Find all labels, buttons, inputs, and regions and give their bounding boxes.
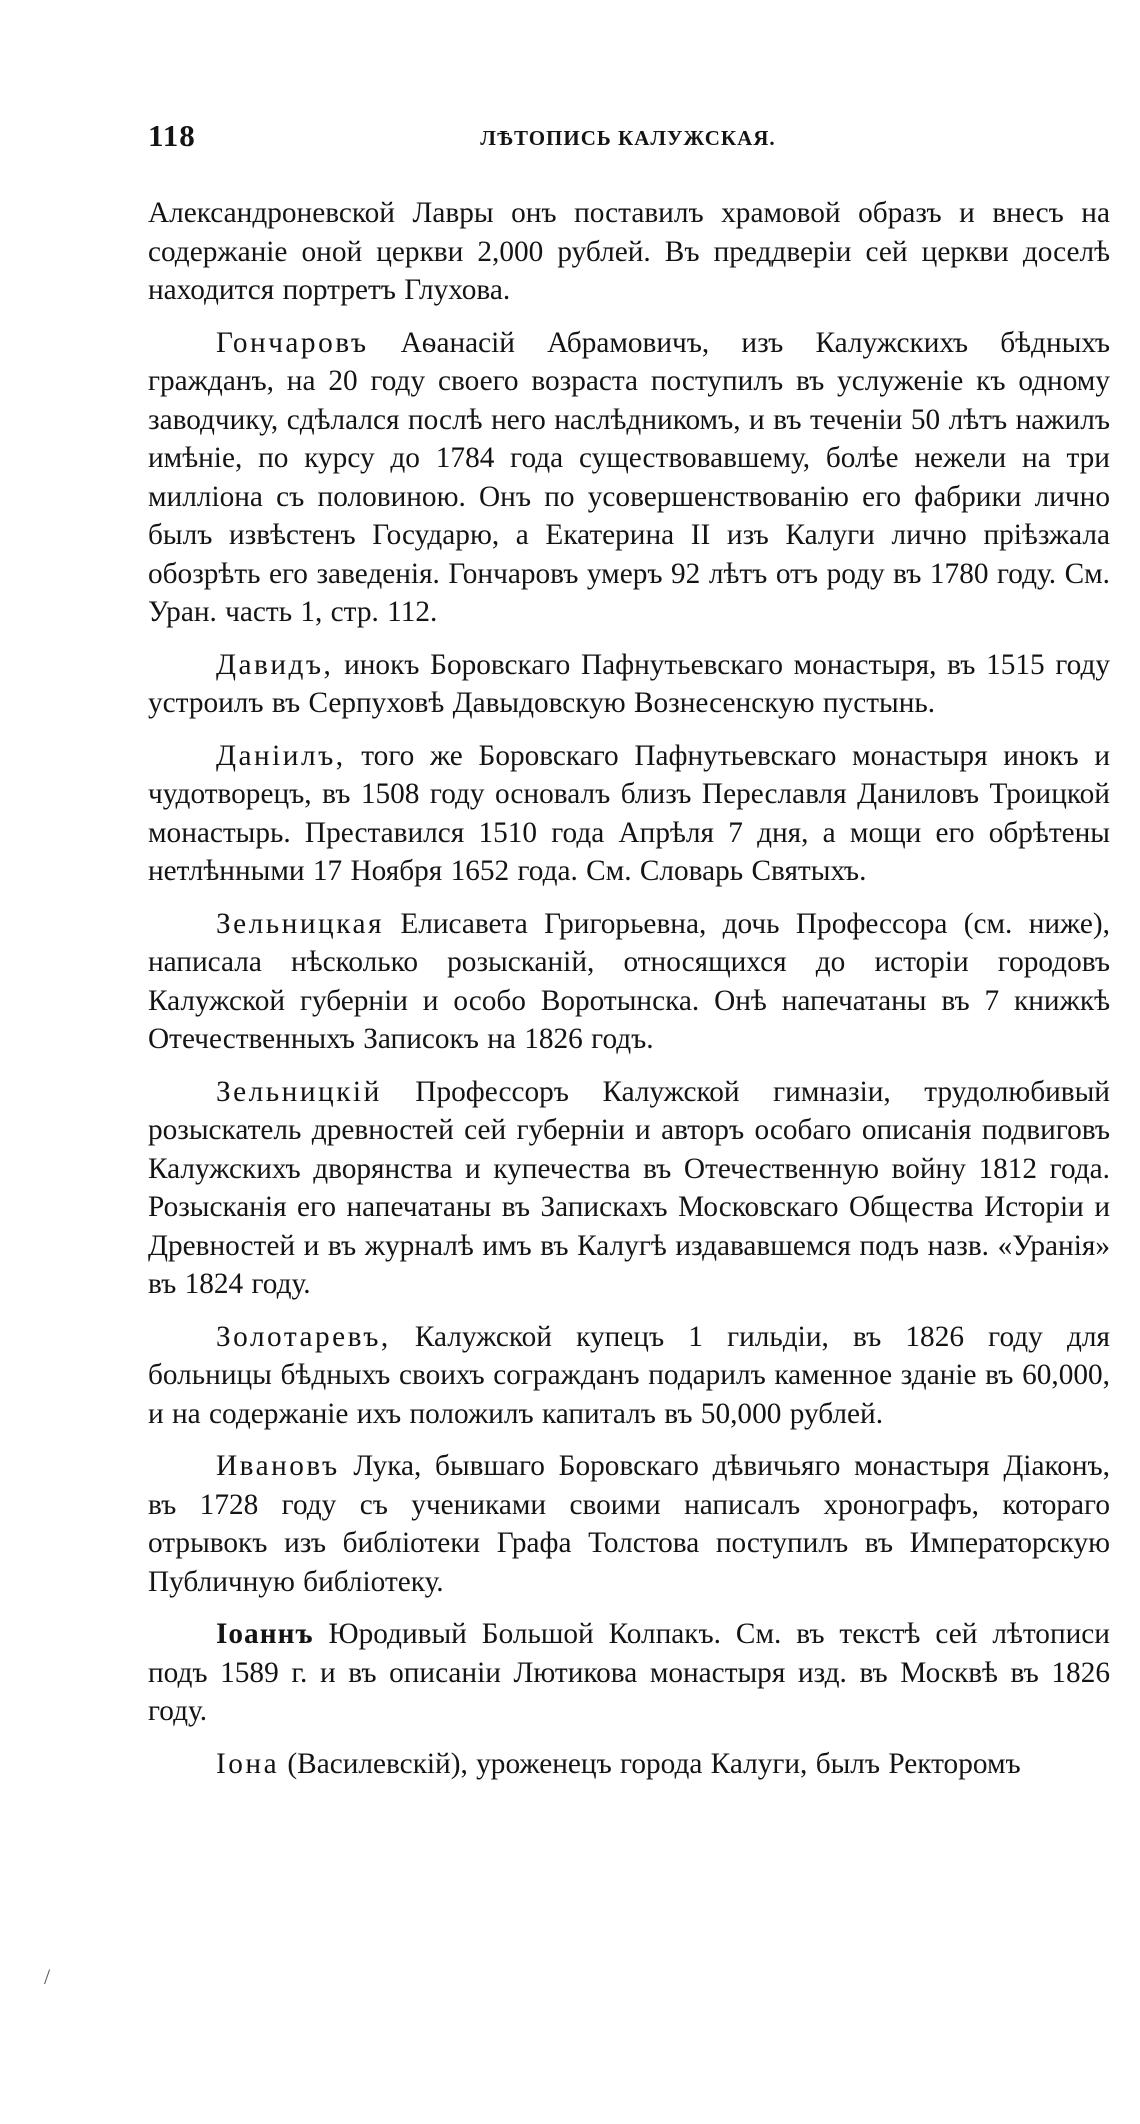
entry-heading: Іоаннъ — [216, 1618, 314, 1650]
entry-text: Аѳанасій Абрамовичъ, изъ Калужскихъ бѣдныхъ гражданъ, на 20 году своего возраста поступилъ въ услуженіе къ одному заводчику, сдѣлался послѣ него наслѣдникомъ, и въ теченіи 50 лѣтъ нажилъ имѣніе, по курсу до 1784 года существовавшему, болѣе нежели на три милліона съ половиною. Онъ по усовершенствованію его фабрики лично былъ извѣстенъ Государю, а Екатерина II изъ Калуги лично пріѣзжала обозрѣть его заведенія. Гончаровъ умеръ 92 лѣтъ отъ роду въ 1780 году. См. Уран. часть 1, стр. 112. — [148, 326, 1110, 628]
entry-heading: Ивановъ — [216, 1450, 340, 1482]
entry-heading: Давидъ, — [216, 648, 334, 681]
entry-zolotarev — [148, 1318, 1110, 1434]
entry-text: того же Боровскаго Пафнутьевскаго монастыря инокъ и чудотворецъ, въ 1508 году основалъ близъ Переславля Даниловъ Троицкой монастырь. Преставился 1510 года Апрѣля 7 дня, а мощи его обрѣтены нетлѣнными 17 Ноября 1652 года. См. Словарь Святыхъ. — [148, 739, 1110, 887]
entry-text: Юродивый Большой Колпакъ. См. въ текстѣ сей лѣтописи подъ 1589 г. и въ описаніи Лютикова монастыря изд. въ Москвѣ въ 1826 году. — [148, 1618, 1110, 1727]
entry-zelnitsky — [148, 1073, 1110, 1304]
entry-zelnitskaya — [148, 905, 1110, 1059]
entry-heading: Даніилъ, — [216, 739, 346, 772]
margin-ink-mark: / — [44, 1964, 51, 1989]
text-body — [148, 194, 1110, 1797]
entry-daniil — [148, 737, 1110, 891]
entry-text: Калужской купецъ 1 гильдіи, въ 1826 году для больницы бѣдныхъ своихъ согражданъ подарилъ каменное зданіе въ 60,000, и на содержаніе ихъ положилъ капиталъ въ 50,000 рублей. — [148, 1320, 1110, 1430]
entry-ivanov — [148, 1447, 1110, 1601]
paragraph-text: Александроневской Лавры онъ поставилъ храмовой образъ и внесъ на содержаніе оной церкви 2,000 рублей. Въ преддверіи сей церкви доселѣ находится портретъ Глухова. — [148, 197, 1110, 306]
paragraph-continuation — [148, 194, 1110, 310]
entry-goncharov — [148, 324, 1110, 632]
entry-heading: Зельницкій — [216, 1075, 382, 1108]
running-title: ЛѢТОПИСЬ КАЛУЖСКАЯ. — [480, 126, 776, 150]
page-header — [148, 118, 1108, 158]
entry-heading: Золотаревъ, — [216, 1320, 391, 1353]
entry-iona — [148, 1745, 1110, 1784]
entry-heading: Зельницкая — [216, 907, 384, 940]
entry-text: (Василевскій), уроженецъ города Калуги, былъ Ректоромъ — [279, 1747, 1021, 1780]
entry-text: Лука, бывшаго Боровскаго дѣвичьяго монастыря Діаконъ, въ 1728 году съ учениками своими написалъ хронографъ, котораго отрывокъ изъ библіотеки Графа Толстова поступилъ въ Императорскую Публичную библіотеку. — [148, 1450, 1110, 1598]
entry-text: Елисавета Григорьевна, дочь Профессора (см. ниже), написала нѣсколько розысканій, относящихся до исторіи городовъ Калужской губерніи и особо Воротынска. Онѣ напечатаны въ 7 книжкѣ Отечественныхъ Записокъ на 1826 годъ. — [148, 907, 1110, 1055]
entry-david — [148, 646, 1110, 723]
entry-heading: Гончаровъ — [216, 326, 369, 359]
entry-text: инокъ Боровскаго Пафнутьевскаго монастыря, въ 1515 году устроилъ въ Серпуховѣ Давыдовскую Вознесенскую пустынь. — [148, 648, 1110, 719]
page-number: 118 — [148, 118, 196, 153]
entry-text: Профессоръ Калужской гимназіи, трудолюбивый розыскатель древностей сей губерніи и авторъ особаго описанія подвиговъ Калужскихъ дворянства и купечества въ Отечественную войну 1812 года. Розысканія его напечатаны въ Запискахъ Московскаго Общества Исторіи и Древностей и въ журналѣ имъ въ Калугѣ издававшемся подъ назв. «Уранія» въ 1824 году. — [148, 1075, 1110, 1300]
entry-ioann — [148, 1615, 1110, 1731]
entry-heading: Іона — [216, 1747, 280, 1780]
